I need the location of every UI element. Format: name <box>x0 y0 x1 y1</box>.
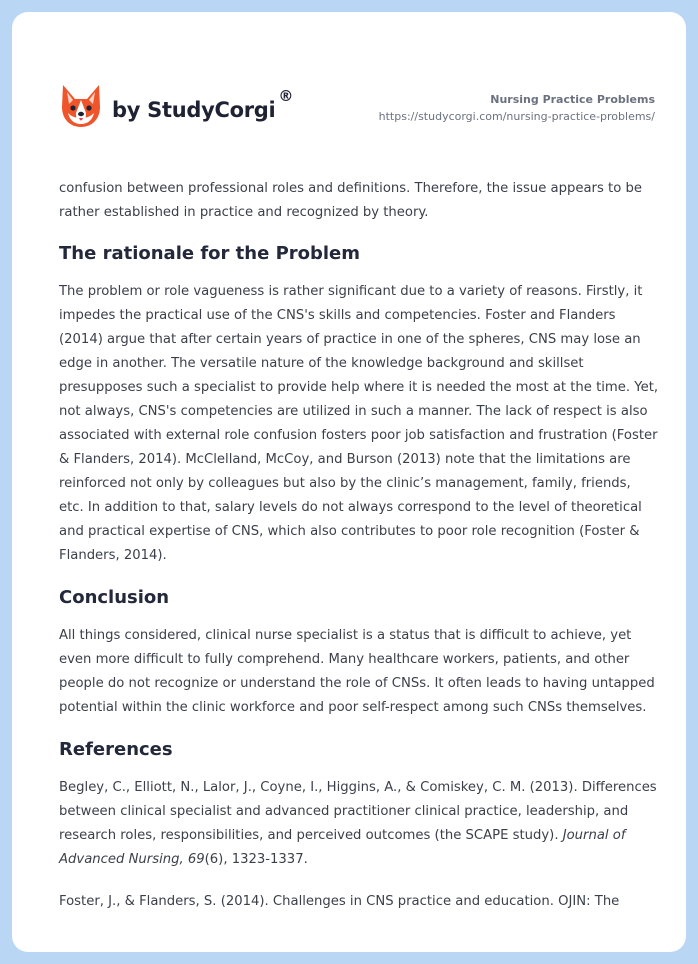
conclusion-paragraph: All things considered, clinical nurse specialist is a status that is difficult to achieve, yet even more difficult to fully comprehend. Many healthcare workers, patients, and other people do not recognize or understand the role of CNSs. It often leads to having untapped potential within the clinic workforce and poor self-respect among such CNSs themselves. <box>59 628 655 715</box>
registered-mark: ® <box>278 87 294 105</box>
studycorgi-logo[interactable] <box>60 76 293 136</box>
rationale-heading: The rationale for the Problem <box>59 243 361 264</box>
document-title: Nursing Practice Problems <box>490 93 655 106</box>
document-body <box>59 177 659 914</box>
references-heading: References <box>59 739 173 760</box>
intro-paragraph: confusion between professional roles and definitions. Therefore, the issue appears to be rather established in practice and recognized by theory. <box>59 181 642 220</box>
conclusion-heading: Conclusion <box>59 587 170 608</box>
document-page <box>12 12 686 952</box>
reference-text: Foster, J., & Flanders, S. (2014). Challenges in CNS practice and education. OJIN: The <box>59 894 620 909</box>
document-url[interactable]: https://studycorgi.com/nursing-practice-problems/ <box>378 110 655 123</box>
reference-text: Begley, C., Elliott, N., Lalor, J., Coyne, I., Higgins, A., & Comiskey, C. M. (2013). Differences between clinical specialist and advanced practitioner clinical practice, leadership, and research roles, responsibilities, and perceived outcomes (the SCAPE study). <box>59 780 657 843</box>
rationale-paragraph: The problem or role vagueness is rather significant due to a variety of reasons. Firstly, it impedes the practical use of the CNS's skills and competencies. Foster and Flanders (2014) argue that after certain years of practice in one of the spheres, CNS may lose an edge in another. The versatile nature of the knowledge background and skillset presupposes such a specialist to provide help where it is needed the most at the time. Yet, not always, CNS's competencies are utilized in such a manner. The lack of respect is also associated with external role confusion fosters poor job satisfaction and frustration (Foster & Flanders, 2014). McClelland, McCoy, and Burson (2013) note that the limitations are reinforced not only by colleagues but also by the clinic’s management, family, friends, etc. In addition to that, salary levels do not always correspond to the level of theoretical and practical expertise of CNS, which also contributes to poor role recognition (Foster & Flanders, 2014). <box>59 284 659 563</box>
brand-name: by StudyCorgi <box>112 98 276 122</box>
document-meta <box>379 92 655 125</box>
reference-item <box>59 776 659 872</box>
corgi-logo-icon <box>60 83 102 129</box>
reference-issue: (6), 1323-1337. <box>204 852 308 867</box>
reference-item <box>59 890 659 914</box>
reference-journal: Journal of Advanced Nursing, 69 <box>59 828 626 867</box>
